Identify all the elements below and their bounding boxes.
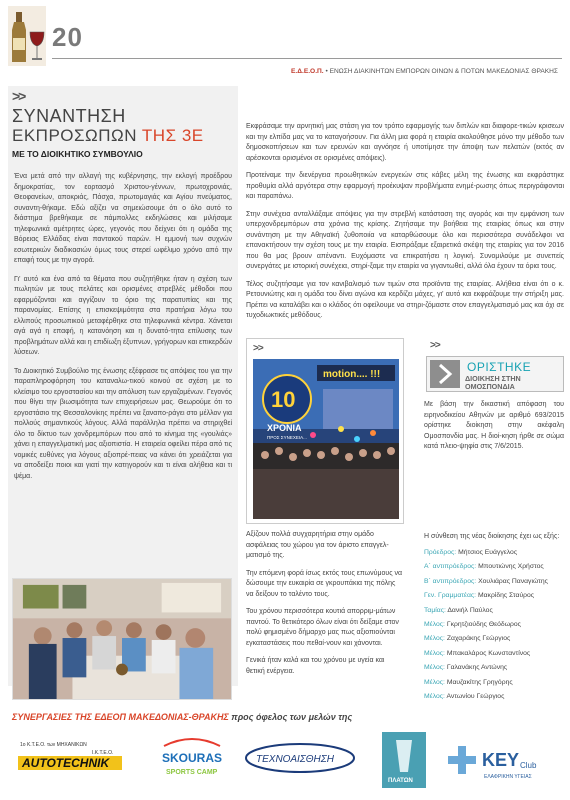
member-role: Μέλος: [424, 621, 445, 629]
article-title-line2-main: ΕΚΠΡΟΣΩΠΩΝ [12, 126, 142, 145]
concert-paragraph: Γενικά ήταν καλά και του χρόνου με υγεία και θετική ενέργεια. [246, 657, 385, 675]
article-paragraph: Ένα μετά από την αλλαγή της κυβέρνησης, την εκλογή προέδρου δημοκρατίας, τον εορτασμό Χριστου-γέννων, πρωτοχρονιάς, Θεοφανείων, αποκριάς, Πάσχα, πρωτομαγιάς και Αγίου πνεύματος, συναντη-θήκαμε. Εδώ αξίζει να σημειώσουμε ότι ο όλο αυτό το διάστημα βρεθήκαμε σε πάμπολλες εκδηλώσεις και μιλήσαμε τηλεφωνικά αμέτρητες ώρες, γεγονός που δείχνει ότι η ομάδα της Βόρειας Ελλάδας είναι παντακού παρών. Η εμμονή των συχνών εσωτερικών διαδικασιών όμως τους στερεί ωφέλιμο χρόνο από την επαφή τους με την αγορά. [14, 173, 232, 264]
appointment-text [424, 400, 564, 461]
appointment-subtitle [465, 375, 521, 391]
member-role: Ταμίας: [424, 606, 446, 614]
concert-photo-box [246, 338, 404, 524]
member-name: Γαλανάκης Αντώνης [446, 664, 508, 672]
concert-badge-text: ΧΡΟΝΙΑ [267, 423, 302, 433]
member-row [424, 604, 566, 618]
member-row [424, 575, 566, 589]
member-row [424, 618, 566, 632]
wine-bottle-glass-icon [8, 6, 46, 66]
section-arrows-icon: >> [430, 340, 440, 351]
member-role: Πρόεδρος: [424, 549, 457, 556]
concert-paragraph: Την επόμενη φορά ίσως εκτός τους επωνύμους να δώσουμε την ευκαιρία σε γκρουπάκια της πόλης να δείξουν το ταλέντο τους. [246, 569, 403, 598]
member-name: Αντωνίου Γεώργιος [446, 693, 505, 701]
member-name: Δανιήλ Παύλος [447, 606, 493, 614]
skouras-main-text: SKOURAS [162, 751, 223, 765]
autotechnik-logo [16, 732, 126, 788]
header-org-line [291, 68, 558, 75]
section-arrows-icon: >> [12, 88, 25, 104]
article-right-text [246, 122, 564, 329]
member-role: Μέλος: [424, 635, 445, 643]
skouras-logo [156, 732, 228, 788]
member-name: Μαυζακίτης Γρηγόρης [446, 678, 513, 686]
member-role: Μέλος: [424, 649, 445, 657]
concert-scene-image [253, 359, 399, 519]
member-row [424, 589, 566, 603]
autotechnik-main-text: AUTOTECHNIK [22, 756, 110, 770]
member-row [424, 676, 566, 690]
keyclub-club-text: Club [520, 761, 537, 770]
section-arrows-icon: >> [253, 343, 263, 354]
concert-badge-small: ΠΡΟΣ ΣΥΝΕΧΕΙΑ... [267, 435, 307, 440]
member-role: Μέλος: [424, 693, 445, 701]
appointment-title: ΟΡΙΣΤΗΚΕ [467, 360, 532, 374]
page-number: 20 [52, 22, 83, 52]
header-bullet: • [325, 68, 328, 75]
article-paragraph: Προτείναμε την διενέργεια προωθητικών ενεργειών στις κάβες μέλη της ένωσης και εκφράστηκε προθυμία αλλά αργότερα στην εφαρμογή προέκυψαν προβλήματα ενημέ-ρωσης όπως περιγράφονται και παραπάνω. [246, 172, 564, 200]
article-paragraph: Το Διοικητικό Συμβούλιο της ένωσης εξέφρασε τις απόψεις του για την παραπληροφόρηση του καταναλω-τικού κοινού σε σχέση με το κλείσιμο του εργοστασίου και την απόλυση των εργαζομένων. Γεγονός που θίγει την βιωσιμότητα των επιχειρήσεων μας. Θεωρούμε ότι το εργοστάσιο της Θεσσαλονίκης πρέπει να ξαναπο-ράγει στο μέλλον για πολλούς σημαντικούς λόγους. Αλλά παράλληλα πρέπει να στηριχθεί όλο το δίκτυο των χονδρεμπόρων που από το κίνημα της «γουλιάς» χάνει η επαγγελματική μας αξιοπιστία. Η εταιρεία οφείλει πέρα από τις νομικές ευθύνες για λόγους αξιοπρέ-πειας να κάνει ότι χρειάζεται για να αποδείξει ποιοι και γιατί την κατηγορούν και τι είναι αλήθεια και τι ψέμα. [14, 367, 232, 480]
member-name: Χουλιάρας Παναγιώτης [478, 577, 548, 585]
appointment-subtitle-line1: ΔΙΟΙΚΗΣΗ ΣΤΗΝ [465, 374, 521, 383]
platon-logo [382, 732, 426, 788]
article-title-accent: ΤΗΣ 3Ε [141, 126, 204, 145]
appointment-paragraph: Με βάση την δικαστική απόφαση του ειρηνοδικείου Αθηνών με αριθμό 693/2015 ορίστηκε διοίκηση στην ακέφαλη Ομοσπονδία μας. Η διοί-κηση ήρθε σε σώμα κατά πλειο-ψηφία στις 7/6/2015. [424, 401, 564, 450]
member-role: Γεν. Γραμματέας: [424, 592, 477, 600]
article-title-line2 [12, 126, 232, 146]
partners-heading-tail: προς όφελος των μελών της [228, 712, 353, 722]
article-paragraph: Τέλος συζητήσαμε για τον κανιβαλισμό των τιμών στα προϊόντα της εταιρίας. Αλήθεια είναι ότι ο κ. Ρετουνιώτης και η ομάδα του δίνει αγώνα και κερδίζει μάχες, γι' αυτό και εκφράζουμε την στήριξη μας. Πρέπει να καταλάβει και ο κλάδος ότι οφείλουμε να στηρι-ζόμαστε στον επαγγελματισμό μας και όχι σε τυχοδιωκτικές μεθόδους. [246, 280, 564, 319]
member-role: Β΄ αντιπρόεδρος: [424, 577, 477, 585]
skouras-sub-text: SPORTS CAMP [166, 769, 218, 776]
member-name: Γκρητζιούδης Θεόδωρος [446, 621, 521, 629]
article-paragraph: Στην συνέχεια ανταλλάξαμε απόψεις για την στρεβλή κατάσταση της αγοράς και την εμφάνιση των υπερχονδρεμπόρων στα χρόνια της κρίσης. Ζητήσαμε την βοήθεια της εταιρίας όπως και στην συνάντηση με την Αθηναϊκή ζυθοποιία να καταρθώσουμε όλο και περισσότερα συνάδελφοι να επανακτήσουν την σχέση τους με την εταιρία. Εισπράξαμε εξαιρετικά σκέψη της εταιρίας για τον 2016 που θα μας βρουν απέναντι. Ευχόμαστε να επικρατήσει η λογική. Συνομιλούμε με συνεπείς συνεργάτες με ιστορική συνέχεια, στηρί-ξαμε την εταιρία να γιγαντωθεί, αλλά όλα έχουν τα όρια τους. [246, 210, 564, 270]
concert-banner-text: motion.... !!! [323, 369, 381, 380]
member-role: Α΄ αντιπρόεδρος: [424, 563, 477, 571]
article-paragraph: Γι' αυτό και ένα από τα θέματα που συζητήθηκε ήταν η σχέση των πωλητών με τους πελάτες και ορισμένες στρεβλές μέθοδοι που εφαρμόζονται και αγγίζουν το όριο της παρατυπίας και της παρανομίας. Επίσης η επισκεψιμότητα στα πρατήρια λόγω του ελλιπούς προσωπικού μεταφέρθηκε στα τηλεφωνικά κέντρα. Χάνεται αγά αγά η επαφή, η κατανόηση και η δυνατό-τητα επίλυσης των προβλημάτων αλλά και η επιδίωξη έξυπνων, γρήγορων και επικερδών λύσεων. [14, 275, 232, 356]
concert-caption [246, 530, 404, 684]
autotechnik-top-text: 1ο Κ.Τ.Ε.Ο. των ΜΗΧΑΝΙΚΩΝ [20, 742, 87, 748]
partners-heading-main: ΣΥΝΕΡΓΑΣΙΕΣ ΤΗΣ ΕΔΕΟΠ ΜΑΚΕΔΟΝΙΑΣ-ΘΡΑΚΗΣ [12, 712, 229, 722]
article-paragraph: Εκφράσαμε την αρνητική μας στάση για τον τρόπο εφαρμογής των διπλών και διαφορε-τικών κρισεων και την ελπίδα μας να το καταγοήσουν. Για άλλη μια φορά η εταιρία ακολούθησε μόνο την μέθοδο των δημοσκοπήσεων και των ερευνών και αγνόησε ή υποτίμησε την άποψη των πελατών (εκτός αν αρέσκονται ορισμένοι σε ορισμένες απόψεις). [246, 123, 564, 162]
article-subtitle: ΜΕ ΤΟ ΔΙΟΙΚΗΤΙΚΟ ΣΥΜΒΟΥΛΙΟ [12, 149, 143, 159]
keyclub-main-text: KEY [482, 750, 520, 770]
platon-text: ΠΛΑΤΩΝ [388, 778, 413, 784]
concert-paragraph: Αξίζουν πολλά συγχαρητήρια στην ομάδο ασφάλειας του χώρου για τον άριστο επαγγελ-ματισμό της. [246, 531, 389, 559]
concert-paragraph: Του χρόνου περισσότερα κουτιά απορριμ-μάτων παντού. Το θετικότερο όλων είναι ότι δείξαμε στον πολύ φημισμένο δήμαρχο μας πως αξιοπιούνται εγκαταστάσεις που πεθαί-νουν και χάνονται. [246, 608, 399, 647]
member-name: Μπακαλάρος Κωνσταντίνος [446, 649, 531, 657]
keyclub-sub-text: ΕΛΑΦΡΙΚΗΝ ΥΓΕΙΑΣ [484, 774, 532, 780]
article-title-line1: ΣΥΝΑΝΤΗΣΗ [12, 106, 126, 126]
member-row [424, 661, 566, 675]
technoaisthisi-logo [242, 732, 358, 788]
member-row [424, 647, 566, 661]
meeting-group-photo [12, 578, 232, 700]
article-title-block [12, 88, 232, 159]
member-role: Μέλος: [424, 678, 445, 686]
article-left-text [14, 172, 232, 490]
member-name: Μπουτιώνης Χρήστος [478, 563, 544, 571]
member-role: Μέλος: [424, 664, 445, 672]
autotechnik-ikteo-text: Ι.Κ.Τ.Ε.Ο. [92, 750, 114, 756]
partners-heading [12, 712, 352, 722]
header-divider [52, 58, 562, 59]
member-name: Ζαχαράκης Γεώργιος [446, 635, 511, 643]
member-name: Μήτσιος Ευάγγελος [458, 549, 518, 556]
concert-photo [253, 359, 399, 519]
member-row [424, 560, 566, 574]
appointment-subtitle-line2: ΟΜΟΣΠΟΝΔΙΑ [465, 382, 515, 391]
board-intro: Η σύνθεση της νέας διοίκησης έχει ως εξής: [424, 533, 560, 540]
chevron-right-icon [430, 360, 460, 388]
concert-badge-number: 10 [271, 387, 296, 412]
member-name: Μακρίδης Σταύρος [477, 592, 535, 600]
keyclub-logo [442, 732, 546, 788]
header-org: Ε.Δ.Ε.Ο.Π. [291, 68, 324, 75]
header-subtitle: ΕΝΩΣΗ ΔΙΑΚΙΝΗΤΩΝ ΕΜΠΟΡΩΝ ΟΙΝΩΝ & ΠΟΤΩΝ ΜΑΚΕΔΟΝΙΑΣ ΘΡΑΚΗΣ [329, 68, 558, 75]
technoaisthisi-text: ΤΕΧΝΟΑΙΣΘΗΣΗ [256, 754, 334, 765]
appointment-heading-box [426, 356, 564, 392]
board-members-list [424, 532, 566, 704]
member-row [424, 632, 566, 646]
member-row [424, 546, 566, 560]
member-row [424, 690, 566, 704]
